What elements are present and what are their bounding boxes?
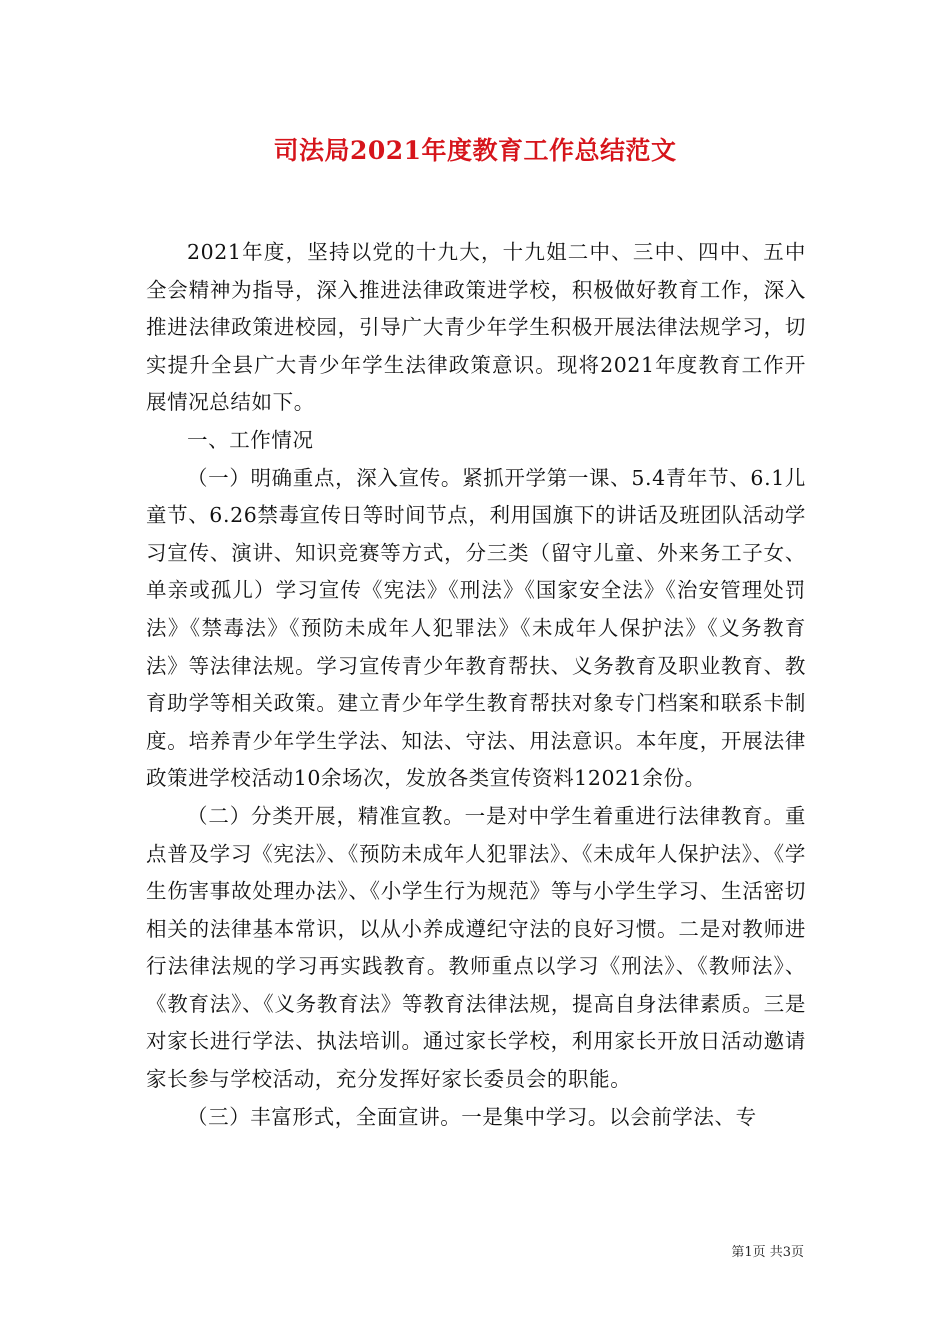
document-title: 司法局2021年度教育工作总结范文 [273,136,677,165]
section-heading-work-status: 一、工作情况 [187,427,314,452]
paragraph-section-2: （二）分类开展，精准宣教。一是对中学生着重进行法律教育。重点普及学习《宪法》、《预防未成年人犯罪法》、《未成年人保护法》、《学生伤害事故处理办法》、《小学生行为规范》等与小学生学习、生活密切相关的法律基本常识，以从小养成遵纪守法的良好习惯。二是对教师进行法律法规的学习再实践教育。教师重点以学习《刑法》、《教师法》、《教育法》、《义务教育法》等教育法律法规，提高自身法律素质。三是对家长进行学法、执法培训。通过家长学校，利用家长开放日活动邀请家长参与学校活动，充分发挥好家长委员会的职能。 [146,803,806,1092]
page-number: 第1页 共3页 [731,1245,804,1260]
paragraph-section-3: （三）丰富形式，全面宣讲。一是集中学习。以会前学法、专 [187,1104,757,1129]
document-body [146,234,806,1136]
paragraph-section-1: （一）明确重点，深入宣传。紧抓开学第一课、5.4青年节、6.1儿童节、6.26禁毒宣传日等时间节点，利用国旗下的讲话及班团队活动学习宣传、演讲、知识竞赛等方式，分三类（留守儿童、外来务工子女、单亲或孤儿）学习宣传《宪法》《刑法》《国家安全法》《治安管理处罚法》《禁毒法》《预防未成年人犯罪法》《未成年人保护法》《义务教育法》等法律法规。学习宣传青少年教育帮扶、义务教育及职业教育、教育助学等相关政策。建立青少年学生教育帮扶对象专门档案和联系卡制度。培养青少年学生学法、知法、守法、用法意识。本年度，开展法律政策进学校活动10余场次，发放各类宣传资料12021余份。 [146,465,806,791]
paragraph-intro: 2021年度，坚持以党的十九大，十九姐二中、三中、四中、五中全会精神为指导，深入推进法律政策进学校，积极做好教育工作，深入推进法律政策进校园，引导广大青少年学生积极开展法律法规学习，切实提升全县广大青少年学生法律政策意识。现将2021年度教育工作开展情况总结如下。 [146,240,806,415]
